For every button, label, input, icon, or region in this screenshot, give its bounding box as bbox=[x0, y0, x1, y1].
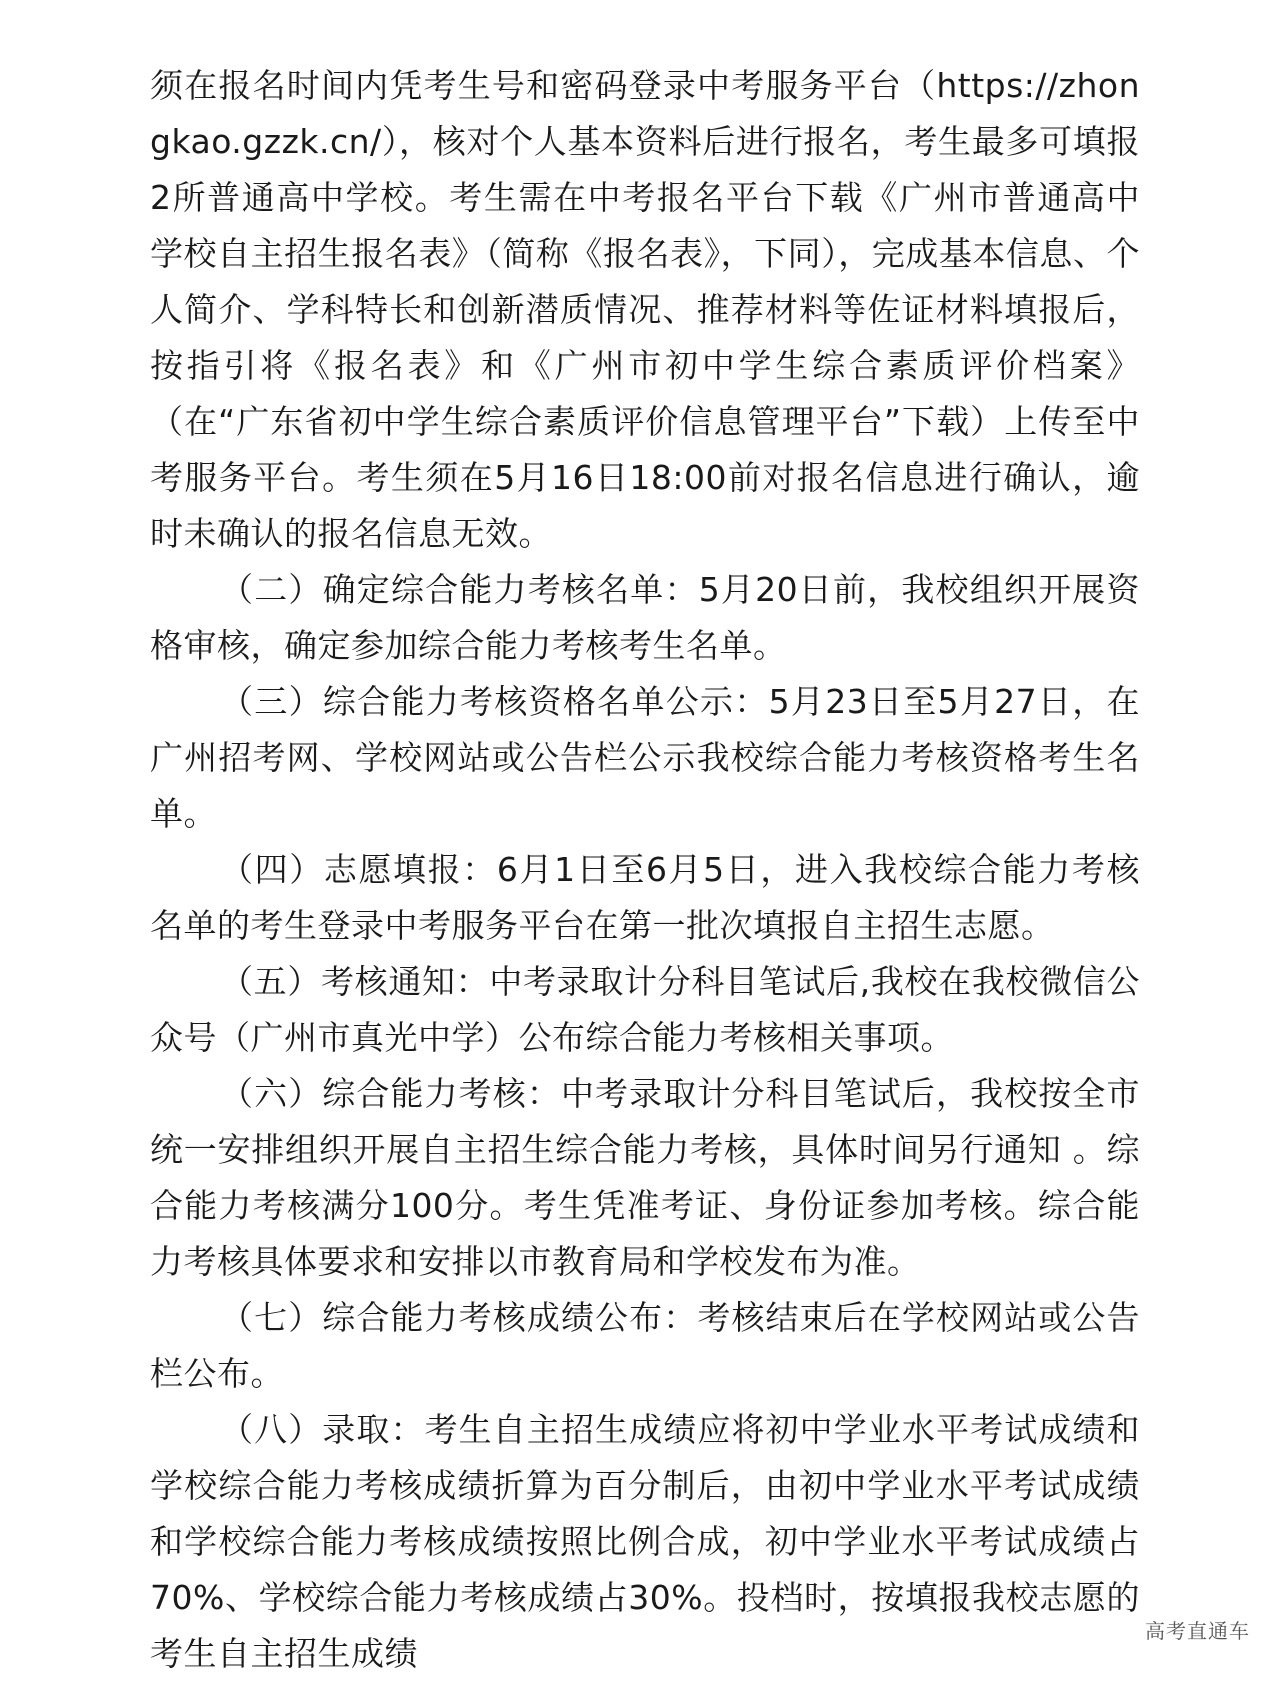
paragraph-section-5: （五）考核通知：中考录取计分科目笔试后,我校在我校微信公众号（广州市真光中学）公布综合能力考核相关事项。 bbox=[150, 962, 1140, 1057]
watermark: 高考直通车 bbox=[1145, 1619, 1250, 1643]
document-page bbox=[150, 58, 1140, 1682]
paragraph-section-2: （二）确定综合能力考核名单：5月20日前，我校组织开展资格审核，确定参加综合能力考核考生名单。 bbox=[150, 570, 1140, 665]
paragraph-section-6: （六）综合能力考核：中考录取计分科目笔试后，我校按全市统一安排组织开展自主招生综合能力考核，具体时间另行通知 。综合能力考核满分100分。考生凭准考证、身份证参加考核。综合能力考核具体要求和安排以市教育局和学校发布为准。 bbox=[150, 1074, 1140, 1281]
paragraph-section-7: （七）综合能力考核成绩公布：考核结束后在学校网站或公告栏公布。 bbox=[150, 1298, 1140, 1393]
paragraph-section-4: （四）志愿填报：6月1日至6月5日，进入我校综合能力考核名单的考生登录中考服务平台在第一批次填报自主招生志愿。 bbox=[150, 850, 1140, 945]
paragraph-section-3: （三）综合能力考核资格名单公示：5月23日至5月27日，在广州招考网、学校网站或公告栏公示我校综合能力考核资格考生名单。 bbox=[150, 682, 1140, 833]
paragraph-section-8: （八）录取：考生自主招生成绩应将初中学业水平考试成绩和学校综合能力考核成绩折算为百分制后，由初中学业水平考试成绩和学校综合能力考核成绩按照比例合成，初中学业水平考试成绩占70%、学校综合能力考核成绩占30%。投档时，按填报我校志愿的考生自主招生成绩 bbox=[150, 1410, 1140, 1673]
paragraph-registration: 须在报名时间内凭考生号和密码登录中考服务平台（https://zhongkao.gzzk.cn/），核对个人基本资料后进行报名，考生最多可填报2所普通高中学校。考生需在中考报名平台下载《广州市普通高中学校自主招生报名表》（简称《报名表》，下同），完成基本信息、个人简介、学科特长和创新潜质情况、推荐材料等佐证材料填报后，按指引将《报名表》和《广州市初中学生综合素质评价档案》（在“广东省初中学生综合素质评价信息管理平台”下载）上传至中考服务平台。考生须在5月16日18:00前对报名信息进行确认，逾时未确认的报名信息无效。 bbox=[150, 66, 1140, 553]
